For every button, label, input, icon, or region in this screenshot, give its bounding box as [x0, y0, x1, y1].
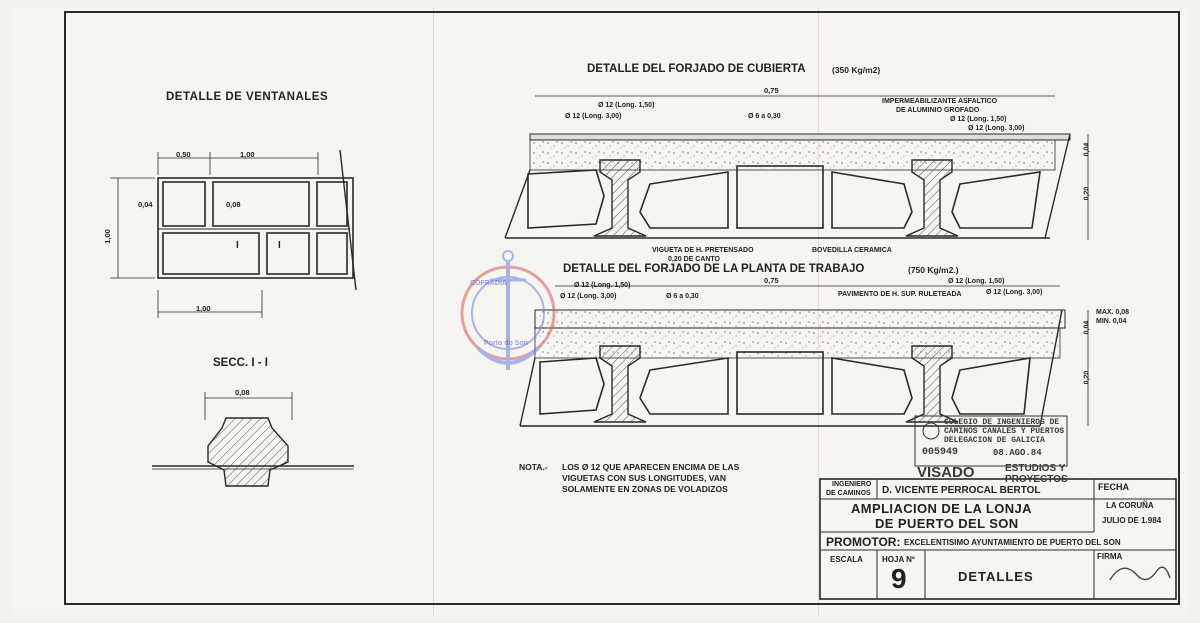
promotor-value: EXCELENTISIMO AYUNTAMIENTO DE PUERTO DEL SON — [904, 538, 1121, 547]
roof-dim-depth: 0,20 — [1083, 186, 1091, 201]
floor-slab-drawing — [520, 286, 1091, 426]
roof-joist-2: 0,20 DE CANTO — [668, 256, 720, 263]
dim-0-04: 0,04 — [138, 200, 153, 209]
dim-1-00-left: 1,00 — [102, 229, 112, 244]
floor-mesh: Ø 6 a 0,30 — [666, 293, 699, 300]
floor-title: DETALLE DEL FORJADO DE LA PLANTA DE TRABAJO — [563, 263, 865, 275]
roof-waterproof-2: DE ALUMINIO GROFADO — [896, 107, 980, 114]
section-mark-b: I — [278, 240, 281, 251]
floor-load: (750 Kg/m2.) — [908, 265, 959, 275]
section-title: SECC. I - I — [213, 357, 268, 369]
signature-scribble — [1110, 567, 1170, 580]
project-line-1: AMPLIACION DE LA LONJA — [851, 501, 1032, 516]
section-dim: 0,08 — [235, 388, 250, 397]
sheet-title: DETALLES — [958, 569, 1034, 584]
section-i-i-drawing — [152, 392, 354, 486]
hoja-value: 9 — [891, 563, 907, 594]
firma-label: FIRMA — [1097, 552, 1123, 561]
stamp-line-1: COLEGIO DE INGENIEROS DE — [944, 418, 1060, 427]
watermark-line-1: COFRADIA — [470, 280, 507, 287]
stamp-visado: VISADO — [917, 464, 975, 481]
windows-detail-title: DETALLE DE VENTANALES — [166, 91, 329, 103]
floor-dim-depth: 0,20 — [1083, 370, 1091, 385]
dim-1-00-bottom: 1,00 — [196, 304, 211, 313]
project-line-2: DE PUERTO DEL SON — [875, 516, 1019, 531]
engineer-label-2: DE CAMINOS — [826, 490, 871, 497]
dim-0-08: 0,08 — [226, 200, 241, 209]
floor-max: MAX. 0,08 — [1096, 309, 1130, 316]
place: LA CORUÑA — [1106, 501, 1154, 510]
window-frame-detail — [110, 150, 356, 318]
note-label: NOTA.- — [519, 462, 548, 472]
watermark-line-2: Porto do Son — [484, 340, 528, 347]
escala-label: ESCALA — [830, 555, 863, 564]
hoja-label: HOJA Nº — [882, 555, 915, 564]
stamp-estudios-2: PROYECTOS — [1005, 474, 1068, 485]
promotor-label: PROMOTOR: — [826, 535, 901, 549]
roof-waterproof-1: IMPERMEABILIZANTE ASFALTICO — [882, 98, 998, 105]
stamp-line-3: DELEGACION DE GALICIA — [944, 436, 1045, 445]
roof-bar-right-a: Ø 12 (Long. 1,50) — [950, 116, 1007, 123]
stamp-line-2: CAMINOS CANALES Y PUERTOS — [944, 427, 1065, 436]
stamp-date: 08.AGO.84 — [993, 448, 1042, 458]
stamp-number: 005949 — [922, 447, 959, 458]
roof-title: DETALLE DEL FORJADO DE CUBIERTA — [587, 63, 806, 75]
roof-span: 0,75 — [764, 86, 779, 95]
floor-bar-top-a: Ø 12 (Long. 1,50) — [574, 282, 631, 289]
floor-span: 0,75 — [764, 276, 779, 285]
floor-bar-right-b: Ø 12 (Long. 3,00) — [986, 289, 1043, 296]
roof-bar-top-a: Ø 12 (Long. 1,50) — [598, 102, 655, 109]
roof-bar-top-b: Ø 12 (Long. 3,00) — [565, 113, 622, 120]
roof-load: (350 Kg/m2) — [832, 65, 881, 75]
engineer-name: D. VICENTE PERROCAL BERTOL — [882, 485, 1041, 496]
dim-1-00-top: 1,00 — [240, 150, 255, 159]
stamp-estudios-1: ESTUDIOS Y — [1005, 463, 1066, 474]
roof-mesh: Ø 6 a 0,30 — [748, 113, 781, 120]
note-line-1: LOS Ø 12 QUE APARECEN ENCIMA DE LAS — [562, 462, 740, 472]
note-line-3: SOLAMENTE EN ZONAS DE VOLADIZOS — [562, 484, 728, 494]
roof-dim-top: 0,04 — [1083, 142, 1091, 157]
roof-bar-right-b: Ø 12 (Long. 3,00) — [968, 125, 1025, 132]
floor-dim-top: 0,04 — [1083, 320, 1091, 335]
section-mark-a: I — [236, 240, 239, 251]
dim-0-50: 0,50 — [176, 150, 191, 159]
floor-bar-top-b: Ø 12 (Long. 3,00) — [560, 293, 617, 300]
floor-bar-right-a: Ø 12 (Long. 1,50) — [948, 278, 1005, 285]
fecha-label: FECHA — [1098, 482, 1129, 492]
roof-block: BOVEDILLA CERAMICA — [812, 247, 892, 254]
floor-min: MIN. 0,04 — [1096, 318, 1127, 325]
date: JULIO DE 1.984 — [1102, 516, 1162, 525]
note-line-2: VIGUETAS CON SUS LONGITUDES, VAN — [562, 473, 727, 483]
engineer-label-1: INGENIERO — [832, 481, 872, 488]
roof-joist-1: VIGUETA DE H. PRETENSADO — [652, 247, 754, 254]
floor-pavement: PAVIMENTO DE H. SUP. RULETEADA — [838, 291, 962, 298]
